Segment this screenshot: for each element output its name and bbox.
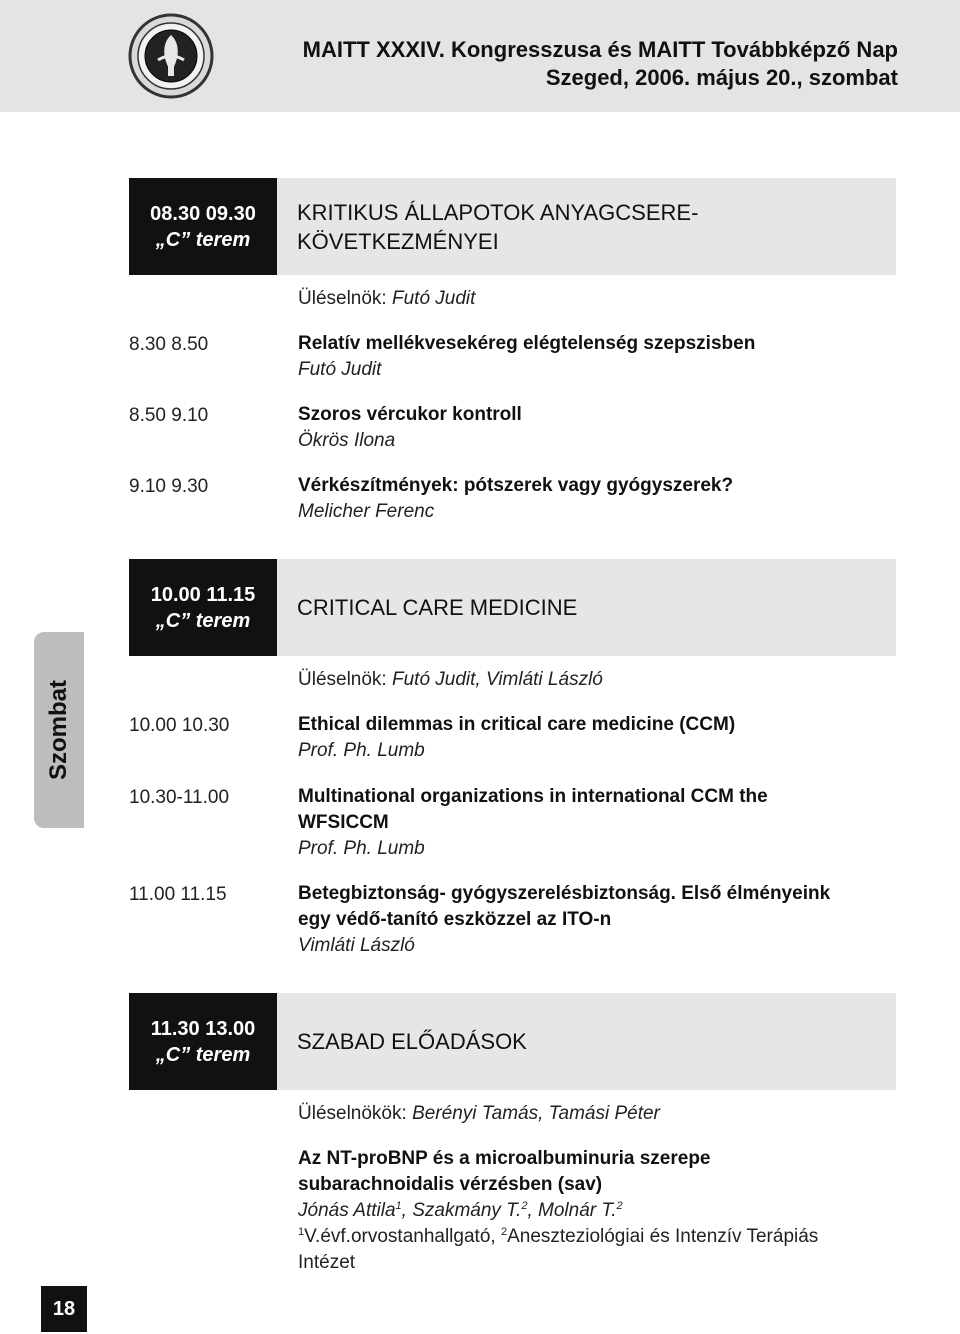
chair-names: Berényi Tamás, Tamási Péter (412, 1103, 660, 1124)
congress-title (303, 36, 898, 92)
talk-title-line2: WFSICCM (298, 812, 389, 833)
chair-label: Üléselnök: (298, 288, 387, 309)
author: Szakmány T. (412, 1200, 522, 1221)
talk-title-line1: Az NT-proBNP és a microalbuminuria szerepe (298, 1148, 711, 1169)
affiliation: V.évf.orvostanhallgató, (304, 1226, 496, 1247)
talk-time: 8.50 9.10 (129, 405, 209, 426)
talk-title-line1: Betegbiztonság- gyógyszerelésbiztonság. Első élményeink (298, 883, 831, 904)
talk-item (298, 881, 898, 959)
chair-names: Futó Judit, Vimláti László (392, 669, 603, 690)
chair-label: Üléselnök: (298, 669, 387, 690)
author-affiliation-mark: 1 (395, 1200, 402, 1212)
talk-title: Ethical dilemmas in critical care medicine (CCM) (298, 714, 736, 735)
talk-title: Szoros vércukor kontroll (298, 404, 522, 425)
talk-item (298, 784, 898, 862)
chair-names: Futó Judit (392, 288, 476, 309)
session-time: 08.30 09.30 (150, 202, 256, 225)
page-header (0, 0, 960, 112)
session-time: 10.00 11.15 (150, 583, 256, 606)
talk-time: 8.30 8.50 (129, 334, 209, 355)
session-chair (298, 288, 475, 310)
talk-authors: Melicher Ferenc (298, 501, 435, 522)
session-room: „C” terem (155, 228, 251, 251)
session-time-box (129, 178, 277, 275)
talk-item (298, 1146, 918, 1276)
session-title (297, 993, 886, 1090)
session-band-3 (129, 993, 896, 1090)
author-affiliation-mark: 2 (521, 1200, 528, 1212)
session-time-box (129, 559, 277, 656)
session-band-1 (129, 178, 896, 275)
session-time: 11.30 13.00 (150, 1017, 256, 1040)
talk-authors: Futó Judit (298, 359, 382, 380)
session-title (297, 559, 886, 656)
session-time-box (129, 993, 277, 1090)
talk-title-line1: Multinational organizations in international CCM the (298, 786, 768, 807)
author-affiliation-mark: 2 (616, 1200, 623, 1212)
talk-title: Relatív mellékvesekéreg elégtelenség szepszisben (298, 333, 756, 354)
author: Molnár T. (538, 1200, 617, 1221)
session-title-line1: SZABAD ELŐADÁSOK (297, 1029, 527, 1054)
affiliation: Aneszteziológiai és Intenzív Terápiás (507, 1226, 819, 1247)
day-tab-label: Szombat (45, 679, 72, 781)
affiliation-mark: 2 (500, 1226, 508, 1238)
talk-time: 11.00 11.15 (129, 884, 227, 905)
talk-item (298, 402, 898, 454)
society-seal-logo (128, 8, 214, 106)
talk-title-line2: egy védő-tanító eszközzel az ITO-n (298, 909, 612, 930)
talk-title: Vérkészítmények: pótszerek vagy gyógyszerek? (298, 475, 734, 496)
talk-authors: Vimláti László (298, 935, 415, 956)
session-room: „C” terem (155, 609, 251, 632)
session-title (297, 178, 886, 275)
session-room: „C” terem (155, 1043, 251, 1066)
session-title-line1: CRITICAL CARE MEDICINE (297, 595, 578, 620)
affiliation-mark: 1 (298, 1226, 305, 1238)
congress-title-line1: MAITT XXXIV. Kongresszusa és MAITT Továbbképző Nap (302, 37, 898, 62)
talk-authors: Prof. Ph. Lumb (298, 740, 425, 761)
session-chair (298, 1103, 660, 1125)
day-tab (34, 632, 84, 828)
session-title-line1: KRITIKUS ÁLLAPOTOK ANYAGCSERE- (297, 199, 699, 225)
talk-authors: Jónás Attila$^1$, Szakmány T.$^2$, Molnár T.$^2$ (298, 1200, 623, 1221)
talk-item (298, 331, 898, 383)
page-number: 18 (41, 1286, 87, 1332)
talk-title-line2: subarachnoidalis vérzésben (sav) (298, 1174, 603, 1195)
congress-date: Szeged, 2006. május 20., szombat (545, 65, 898, 90)
talk-item (298, 473, 898, 525)
talk-time: 9.10 9.30 (129, 476, 209, 497)
talk-item (298, 712, 898, 764)
talk-time: 10.30-11.00 (129, 787, 230, 808)
chair-label: Üléselnökök: (298, 1103, 407, 1124)
talk-affiliations (298, 1224, 918, 1250)
talk-affiliation-cont: Intézet (298, 1252, 356, 1273)
session-title-line2: KÖVETKEZMÉNYEI (297, 228, 499, 254)
talk-authors: Prof. Ph. Lumb (298, 838, 425, 859)
session-chair (298, 669, 603, 691)
talk-time: 10.00 10.30 (129, 715, 230, 736)
author: Jónás Attila (298, 1200, 396, 1221)
session-band-2 (129, 559, 896, 656)
talk-authors: Ökrös Ilona (298, 430, 396, 451)
